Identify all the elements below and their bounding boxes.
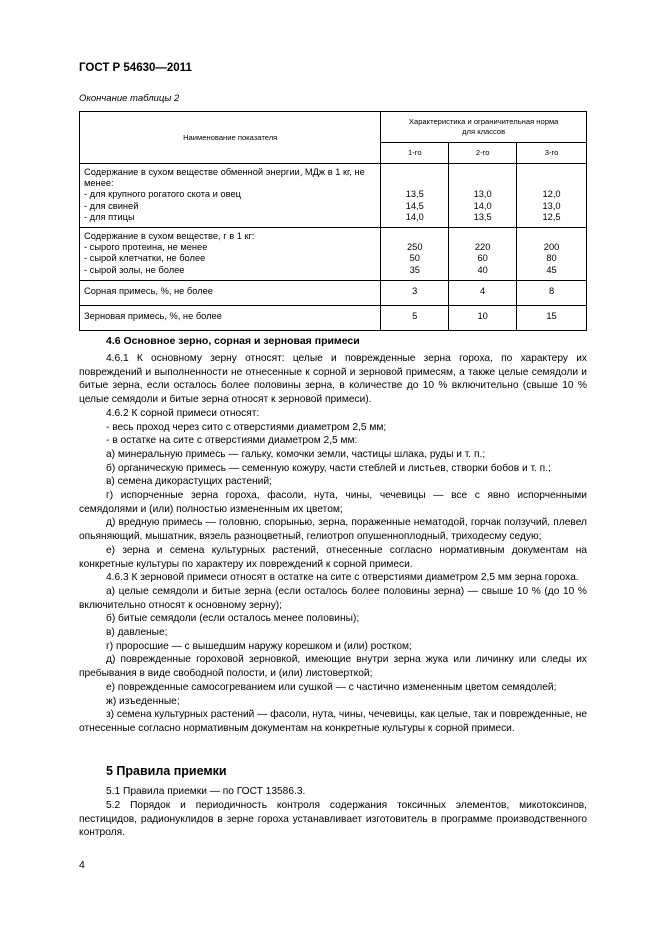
section-4-6-body xyxy=(79,352,587,736)
table-header-row xyxy=(80,112,587,143)
dry-class1 xyxy=(381,228,449,281)
section-5-heading: 5 Правила приемки xyxy=(106,764,227,778)
dry-title: Содержание в сухом веществе, г в 1 кг: xyxy=(84,231,255,242)
energy-value: 13,0 xyxy=(473,189,492,200)
grain-impurity-row xyxy=(80,306,587,331)
paragraph: 5.2 Порядок и периодичность контроля содержания токсичных элементов, микотоксинов, пестицидов, радионуклидов в зерне гороха устанавливает изготовитель в программе производственного контроля. xyxy=(79,799,587,839)
col-name-header-text: Наименование показателя xyxy=(183,132,278,142)
dry-value: 35 xyxy=(409,264,420,275)
dry-value: 50 xyxy=(409,253,420,264)
dry-class3 xyxy=(517,228,587,281)
section-5-body xyxy=(79,785,587,840)
list-item: ж) изъеденные; xyxy=(106,695,180,707)
paragraph: - весь проход через сито с отверстиями диаметром 2,5 мм; xyxy=(106,421,387,433)
energy-value: 12,5 xyxy=(542,211,561,222)
energy-value: 14,0 xyxy=(405,211,424,222)
page-number: 4 xyxy=(79,859,85,871)
standard-id: ГОСТ Р 54630—2011 xyxy=(79,62,192,74)
weed-value-3: 8 xyxy=(517,280,587,305)
energy-label-poultry: - для птицы xyxy=(84,211,135,222)
grain-label: Зерновая примесь, %, не более xyxy=(80,306,381,331)
dry-value: 220 xyxy=(474,242,491,253)
class-header-1: 1-го xyxy=(381,143,449,164)
class-header-2: 2-го xyxy=(449,143,517,164)
dry-label-fiber: - сырой клетчатки, не более xyxy=(84,253,206,264)
paragraph: - в остатке на сите с отверстиями диаметром 2,5 мм: xyxy=(106,435,358,447)
paragraph: 4.6.1 К основному зерну относят: целые и поврежденные зерна гороха, по характеру их повреждений и выполненности не отнесенные к сорной и зерновой примесям, а также целые семядоли и битые зерна, если осталось более половины зерна, в количестве до 10 % включительно (свыше 10 % целые семядоли и битые зерна относят к зерновой примеси). xyxy=(79,353,587,406)
energy-value: 12,0 xyxy=(542,189,561,200)
weed-impurity-row xyxy=(80,280,587,305)
dry-value: 60 xyxy=(477,253,488,264)
col-group-header xyxy=(381,112,587,143)
list-item: а) целые семядоли и битые зерна (если осталось более половины зерна) — свыше 10 % (до 10 % включительно относят к основному зерну); xyxy=(79,585,587,611)
list-item: д) вредную примесь — головню, спорынью, зерна, пораженные нематодой, горчак ползучий, плевел опьяняющий, мышатник, вязель разноцветный, гелиотроп опушенноплодный, триходесму седую; xyxy=(79,517,587,543)
col-group-header-line1: Характеристика и ограничительная норма xyxy=(408,117,559,126)
col-name-header xyxy=(80,112,381,164)
list-item: б) органическую примесь — семенную кожуру, части стеблей и листьев, створки бобов и т. п.; xyxy=(106,462,551,474)
list-item: г) проросшие — с вышедшим наружу корешком и (или) ростком; xyxy=(106,640,412,652)
grain-value-2: 10 xyxy=(449,306,517,331)
weed-label: Сорная примесь, %, не более xyxy=(80,280,381,305)
energy-class1 xyxy=(381,164,449,228)
grain-value-1: 5 xyxy=(381,306,449,331)
class-header-3: 3-го xyxy=(517,143,587,164)
dry-value: 200 xyxy=(543,242,560,253)
energy-value: 13,5 xyxy=(473,211,492,222)
list-item: б) битые семядоли (если осталось менее половины); xyxy=(106,613,360,625)
energy-class2 xyxy=(449,164,517,228)
dry-label-protein: - сырого протеина, не менее xyxy=(84,242,208,253)
list-item: е) поврежденные самосогреванием или сушкой — с частично измененным цветом семядолей; xyxy=(106,681,557,693)
list-item: д) поврежденные гороховой зерновкой, имеющие внутри зерна жука или личинку или следы их пребывания в виде свободной полости, и (или) листоверткой; xyxy=(79,654,587,680)
table-caption: Окончание таблицы 2 xyxy=(79,93,180,104)
grain-value-3: 15 xyxy=(517,306,587,331)
energy-label-cattle: - для крупного рогатого скота и овец xyxy=(84,189,241,200)
energy-value: 13,0 xyxy=(542,200,561,211)
list-item: г) испорченные зерна гороха, фасоли, нута, чины, чечевицы — все с явно испорченными семядолями и (или) полностью измененным их цветом; xyxy=(79,490,587,515)
energy-row xyxy=(80,164,587,228)
dry-value: 40 xyxy=(477,264,488,275)
weed-value-1: 3 xyxy=(381,280,449,305)
energy-value: 14,5 xyxy=(405,200,424,211)
energy-class3 xyxy=(517,164,587,228)
indicators-table xyxy=(79,111,587,331)
energy-value: 13,5 xyxy=(405,189,424,200)
dry-label-ash: - сырой золы, не более xyxy=(84,264,185,275)
energy-value: 14,0 xyxy=(473,200,492,211)
dry-value: 250 xyxy=(407,242,423,253)
list-item: е) зерна и семена культурных растений, отнесенные согласно нормативным документам на конкретные культуры по характеру их повреждений к сорной примеси. xyxy=(79,544,587,570)
paragraph: 4.6.2 К сорной примеси относят: xyxy=(106,407,260,419)
dry-matter-row xyxy=(80,228,587,281)
energy-labels xyxy=(80,164,381,228)
dry-value: 80 xyxy=(546,253,557,264)
paragraph: 4.6.3 К зерновой примеси относят в остатке на сите с отверстиями диаметром 2,5 мм зерна гороха. xyxy=(106,572,579,584)
energy-title: Содержание в сухом веществе обменной энергии, МДж в 1 кг, не менее: xyxy=(84,167,365,189)
dry-value: 45 xyxy=(546,264,557,275)
paragraph: 5.1 Правила приемки — по ГОСТ 13586.3. xyxy=(106,786,306,797)
list-item: а) минеральную примесь — гальку, комочки земли, частицы шлака, руды и т. п.; xyxy=(106,448,486,460)
list-item: в) семена дикорастущих растений; xyxy=(106,476,272,488)
dry-class2 xyxy=(449,228,517,281)
energy-label-pigs: - для свиней xyxy=(84,200,139,211)
weed-value-2: 4 xyxy=(449,280,517,305)
col-group-header-line2: для классов xyxy=(462,127,506,136)
list-item: в) давленые; xyxy=(106,627,168,639)
dry-labels xyxy=(80,228,381,281)
list-item: з) семена культурных растений — фасоли, нута, чины, чечевицы, как целые, так и поврежденные, не отнесенные согласно нормативным документам на конкретные культуры к сорной примеси. xyxy=(79,709,587,734)
section-4-6-heading: 4.6 Основное зерно, сорная и зерновая примеси xyxy=(106,335,360,347)
